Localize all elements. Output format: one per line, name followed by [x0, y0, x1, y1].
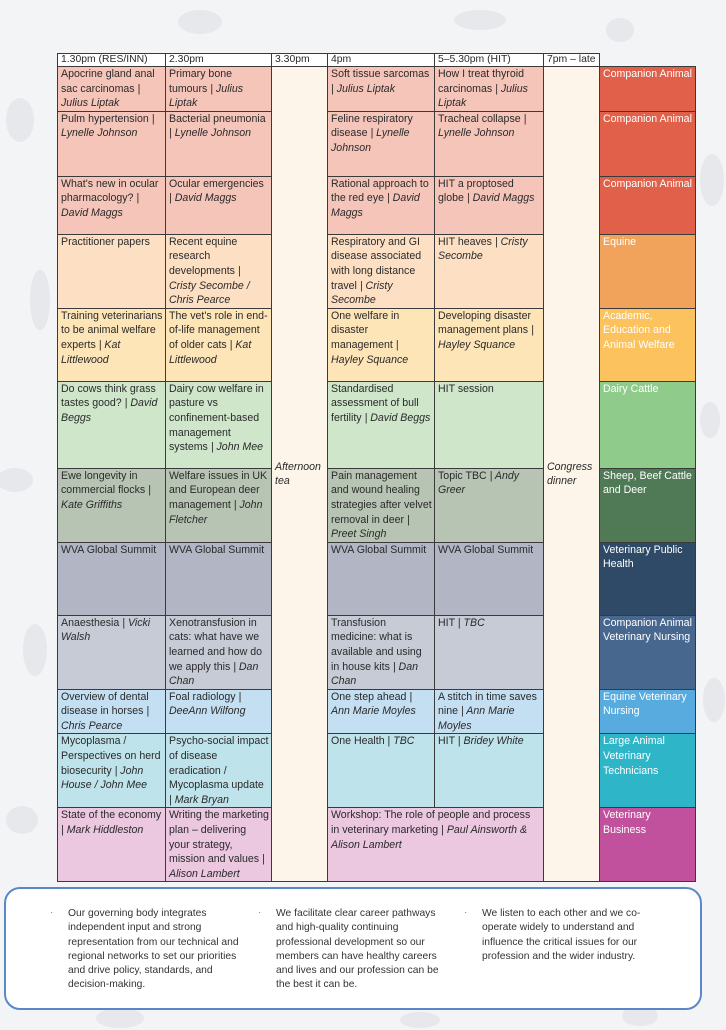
session-title: Mycoplasma / Perspectives on herd biosecurity [61, 735, 161, 777]
session-speaker: | Chris Pearce [61, 705, 150, 732]
session-speaker: | John House / John Mee [61, 764, 147, 792]
session-cell [58, 808, 166, 882]
session-title: Soft tissue sarcomas [331, 68, 430, 80]
bullet-2: · [258, 907, 262, 918]
value-career: We facilitate clear career pathways and high-quality continuing professional development so our members can have healthy careers and lives and our profession can be the best it can be. [276, 908, 439, 991]
session-title: Bacterial pneumonia [169, 112, 266, 125]
session-cell [435, 176, 544, 234]
session-cell [328, 615, 435, 689]
session-speaker: | Andy Greer [438, 469, 520, 497]
session-cell [166, 381, 272, 468]
session-title: HIT session [438, 382, 494, 395]
stream-label: Companion Animal Veterinary Nursing [600, 615, 696, 689]
table-row [58, 234, 696, 308]
session-cell [166, 615, 272, 689]
session-title: Transfusion medicine: what is available and using in house kits [331, 616, 422, 673]
session-cell [328, 689, 435, 734]
session-speaker: | Julius Liptak [169, 82, 244, 110]
session-title: Pain management and wound healing strategies after velvet removal in deer [331, 469, 432, 526]
session-cell [435, 468, 544, 542]
table-row [58, 615, 696, 689]
session-cell [166, 734, 272, 808]
session-title: Respiratory and GI disease associated with long distance travel [331, 235, 422, 292]
session-cell [166, 808, 272, 882]
session-title: One Health | [331, 735, 391, 748]
session-speaker: | Kate Griffiths [61, 484, 151, 511]
session-cell [435, 111, 544, 176]
session-speaker: | Ann Marie Moyles [331, 690, 416, 718]
header-col-3: 3.30pm [272, 54, 328, 67]
session-title: WVA Global Summit [438, 543, 534, 556]
session-cell [58, 468, 166, 542]
session-title: HIT | [438, 616, 461, 629]
session-cell [328, 67, 435, 112]
session-speaker: | Dan Chan [169, 660, 259, 688]
table-row [58, 808, 696, 882]
stream-label: Academic, Education and Animal Welfare [600, 308, 696, 381]
session-speaker: | Alison Lambert [169, 853, 265, 880]
session-speaker: | David Beggs [61, 397, 158, 424]
session-speaker: | Cristy Secombe / Chris Pearce [169, 264, 250, 307]
session-title: Recent equine research developments [169, 235, 238, 277]
session-cell [328, 308, 435, 381]
session-speaker: | John Mee [210, 441, 264, 454]
session-cell [58, 67, 166, 112]
session-speaker: | Kat Littlewood [61, 338, 121, 366]
session-title: Overview of dental disease in horses [61, 690, 149, 718]
congress-dinner-label: Congress dinner [547, 460, 593, 488]
session-speaker: | David Maggs [331, 192, 420, 219]
stream-label: Veterinary Public Health [600, 542, 696, 615]
session-cell [58, 111, 166, 176]
table-row [58, 67, 696, 112]
session-cell [166, 542, 272, 615]
session-speaker: | Lynelle Johnson [438, 112, 527, 140]
session-cell [328, 176, 435, 234]
stream-label: Large Animal Veterinary Technicians [600, 734, 696, 808]
session-title: Rational approach to the red eye [331, 177, 429, 205]
session-title: What's new in ocular pharmacology? [61, 177, 159, 205]
session-title: Topic TBC [438, 469, 487, 482]
session-title: Do cows think grass tastes good? [61, 382, 156, 410]
session-title: Primary bone tumours [169, 68, 232, 95]
session-speaker: | Preet Singh [331, 513, 410, 541]
bullet-1: · [50, 907, 54, 918]
table-row [58, 689, 696, 734]
session-speaker: | David Beggs [364, 411, 431, 424]
session-cell [328, 542, 435, 615]
stream-label: Companion Animal [600, 111, 696, 176]
session-speaker: | John Fletcher [169, 498, 263, 526]
session-title: Ewe longevity in commercial flocks [61, 469, 146, 497]
session-cell [435, 308, 544, 381]
stream-label: Equine [600, 234, 696, 308]
session-cell [58, 615, 166, 689]
value-governance: Our governing body integrates independent input and strong representation from our technical and regional networks to set our priorities and drive policy, standards, and decision-making. [68, 908, 239, 991]
session-cell [166, 234, 272, 308]
session-cell [435, 67, 544, 112]
session-cell [166, 67, 272, 112]
session-title: Feline respiratory disease [331, 112, 413, 140]
session-speaker: | Lynelle Johnson [331, 127, 410, 154]
stream-label: Dairy Cattle [600, 381, 696, 468]
table-row [58, 468, 696, 542]
session-title: Dairy cow welfare in pasture vs confinement-based management systems [169, 382, 264, 454]
session-title: Apocrine gland anal sac carcinomas [61, 68, 155, 95]
session-cell [435, 734, 544, 808]
stream-label: Companion Animal [600, 176, 696, 234]
session-title: A stitch in time saves nine [438, 690, 537, 718]
session-speaker: | Vicki Walsh [61, 616, 151, 644]
session-speaker: | Dan Chan [331, 660, 418, 688]
session-cell [328, 381, 435, 468]
value-cooperation: We listen to each other and we co-operate widely to understand and influence the critical issues for our profession and the wider industry. [482, 908, 641, 962]
session-title: Foal radiology [169, 690, 236, 703]
session-title: Developing disaster management plans [438, 309, 532, 337]
session-cell [166, 689, 272, 734]
session-title: State of the economy [61, 809, 162, 822]
session-speaker: | David Maggs [466, 192, 535, 205]
session-cell [58, 308, 166, 381]
session-title: The vet's role in end-of-life management of older cats [169, 309, 268, 351]
session-cell [166, 308, 272, 381]
session-title: Xenotransfusion in cats: what have we learned and how do we apply this [169, 616, 263, 673]
session-speaker: | Lynelle Johnson [61, 112, 155, 140]
session-cell [58, 176, 166, 234]
session-cell [166, 176, 272, 234]
session-title: HIT heaves [438, 235, 492, 248]
session-speaker: | Julius Liptak [61, 82, 141, 110]
session-cell [328, 468, 435, 542]
session-title: Practitioner papers [61, 235, 150, 248]
session-title: WVA Global Summit [61, 543, 157, 556]
session-title: One step ahead [331, 690, 407, 703]
session-cell [435, 381, 544, 468]
session-title: Pulm hypertension [61, 112, 149, 125]
session-cell [328, 808, 544, 882]
session-speaker: TBC [393, 735, 415, 748]
table-row [58, 542, 696, 615]
session-speaker: | David Maggs [169, 192, 237, 205]
header-col-5: 5–5.30pm (HIT) [435, 54, 544, 67]
session-speaker: | Hayley Squance [438, 324, 534, 351]
header-col-1: 1.30pm (RES/INN) [58, 54, 166, 67]
session-speaker: | Julius Liptak [331, 82, 395, 95]
session-title: Writing the marketing plan – delivering your strategy, mission and values [169, 809, 269, 866]
table-row [58, 381, 696, 468]
session-title: Tracheal collapse [438, 112, 521, 125]
bullet-3: · [464, 907, 468, 918]
session-speaker: | David Maggs [61, 192, 140, 219]
header-blank [600, 54, 696, 67]
session-title: Standardised assessment of bull fertility [331, 382, 419, 424]
session-cell [58, 542, 166, 615]
table-row [58, 734, 696, 808]
session-cell [435, 234, 544, 308]
header-col-6: 7pm – late [544, 54, 600, 67]
stream-label: Sheep, Beef Cattle and Deer [600, 468, 696, 542]
table-row [58, 111, 696, 176]
session-cell [166, 111, 272, 176]
session-speaker: TBC [463, 616, 485, 629]
session-title: How I treat thyroid carcinomas [438, 68, 524, 95]
session-title: One welfare in disaster management [331, 309, 400, 351]
table-row [58, 308, 696, 381]
session-speaker: Bridey White [463, 735, 524, 748]
session-cell [58, 381, 166, 468]
session-speaker: Paul Ainsworth & Alison Lambert [331, 824, 528, 851]
session-title: WVA Global Summit [169, 543, 265, 556]
session-title: Welfare issues in UK and European deer management [169, 469, 268, 511]
header-col-2: 2.30pm [166, 54, 272, 67]
session-title: Psycho-social impact of disease eradication / Mycoplasma update [169, 735, 269, 792]
session-cell [435, 689, 544, 734]
session-title: HIT | [438, 735, 461, 748]
session-title: HIT a proptosed globe [438, 177, 514, 205]
session-speaker: | Mark Bryan [169, 793, 229, 806]
values-panel [4, 887, 702, 1010]
table-row [58, 176, 696, 234]
session-cell [166, 468, 272, 542]
session-speaker: | Mark Hiddleston [61, 824, 144, 837]
programme-table [57, 53, 696, 882]
session-speaker: | Cristy Secombe [438, 235, 528, 263]
session-title: Training veterinarians to be animal welfare experts [61, 309, 163, 351]
session-cell [58, 734, 166, 808]
session-speaker: | Kat Littlewood [169, 338, 252, 366]
session-cell [328, 111, 435, 176]
session-cell [58, 234, 166, 308]
session-title: Ocular emergencies [169, 177, 264, 190]
session-speaker: | Julius Liptak [438, 82, 528, 110]
session-speaker: | DeeAnn Wilfong [169, 690, 246, 718]
session-title: WVA Global Summit [331, 543, 427, 556]
session-speaker: | Ann Marie Moyles [438, 705, 515, 732]
header-col-4: 4pm [328, 54, 435, 67]
header-row [58, 54, 696, 67]
congress-dinner [544, 67, 600, 882]
afternoon-tea-label: Afternoon tea [275, 460, 321, 488]
session-cell [435, 542, 544, 615]
session-speaker: | Hayley Squance [331, 338, 409, 366]
afternoon-tea-break [272, 67, 328, 882]
stream-label: Veterinary Business [600, 808, 696, 882]
stream-label: Companion Animal [600, 67, 696, 112]
stream-label: Equine Veterinary Nursing [600, 689, 696, 734]
session-cell [328, 234, 435, 308]
session-title: Workshop: The role of people and process in veterinary marketing | [331, 809, 531, 837]
session-title: Anaesthesia [61, 616, 120, 629]
session-cell [58, 689, 166, 734]
session-speaker: | Lynelle Johnson [169, 127, 252, 140]
session-speaker: | Cristy Secombe [331, 279, 393, 307]
session-cell [328, 734, 435, 808]
session-cell [435, 615, 544, 689]
